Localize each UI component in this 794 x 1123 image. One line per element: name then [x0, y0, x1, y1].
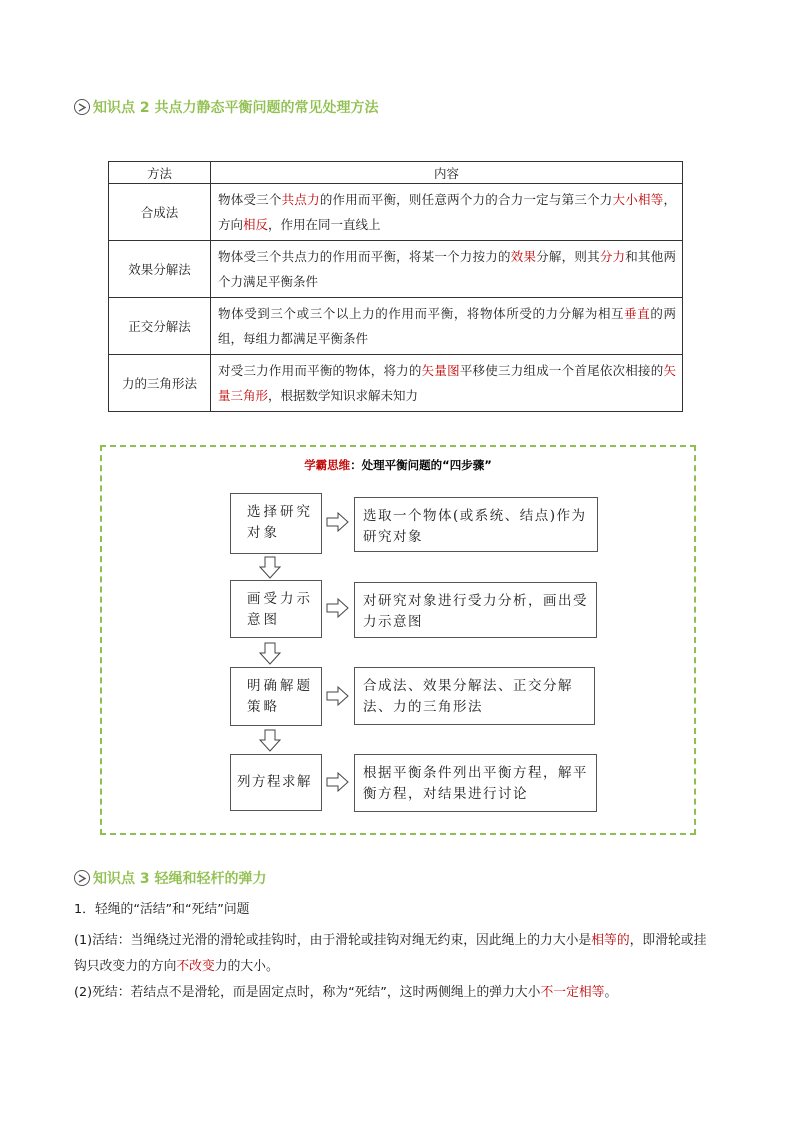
- arrow-down-icon: [258, 729, 282, 753]
- text-segment: ，方向: [218, 192, 676, 232]
- highlighted-text: 分力: [599, 249, 626, 264]
- highlighted-text: 大小相等: [612, 192, 664, 207]
- step-2-desc: 对研究对象进行受力分析，画出受力示意图: [354, 582, 597, 638]
- highlighted-text: 矢量图: [421, 363, 460, 378]
- four-steps-title-highlight: 学霸思维: [304, 458, 351, 472]
- paragraph-heading: [74, 900, 714, 920]
- table-row: [109, 355, 683, 412]
- highlighted-text: 效果: [510, 249, 537, 264]
- text-segment: 对受三力作用而平衡的物体，将力的: [218, 363, 422, 378]
- method-content: [211, 241, 683, 298]
- method-name: 效果分解法: [109, 241, 211, 298]
- header-method: 方法: [109, 162, 211, 184]
- text-segment: 物体受三个共点力的作用而平衡，将某一个力按力的: [218, 249, 511, 264]
- text-segment: ，作用在同一直线上: [268, 217, 381, 232]
- text-segment: 物体受三个: [218, 192, 282, 207]
- method-name: 力的三角形法: [109, 355, 211, 412]
- paragraph-dead-knot: [74, 983, 714, 1003]
- method-content: [211, 298, 683, 355]
- text-segment: 分解，则其: [536, 249, 600, 264]
- text-segment: 力的大小。: [214, 959, 279, 974]
- text-segment: 平移使三力组成一个首尾依次相接的: [459, 363, 664, 378]
- arrow-right-icon: [326, 686, 350, 706]
- text-segment: (2)死结：若结点不是滑轮，而是固定点时，称为“死结”，这时两侧绳上的弹力大小: [74, 985, 541, 1000]
- arrow-down-icon: [258, 556, 282, 580]
- table-row: [109, 298, 683, 355]
- arrow-right-icon: [326, 598, 350, 618]
- highlighted-text: 相反: [243, 217, 269, 232]
- method-name: 正交分解法: [109, 298, 211, 355]
- table-row: [109, 184, 683, 241]
- section-3-title-text: 知识点 3 轻绳和轻杆的弹力: [93, 871, 267, 887]
- method-content: [211, 355, 683, 412]
- text-segment: 和其他两个力满足平衡条件: [218, 249, 676, 289]
- text-segment: (1)活结：当绳绕过光滑的滑轮或挂钩时，由于滑轮或挂钩对绳无约束，因此绳上的力大小是: [74, 933, 592, 948]
- highlighted-text: 相等的: [591, 933, 630, 948]
- method-content: [211, 184, 683, 241]
- text-segment: 物体受到三个或三个以上力的作用而平衡，将物体所受的力分解为相互: [218, 306, 625, 321]
- highlighted-text: 垂直: [624, 306, 651, 321]
- step-3-desc: 合成法、效果分解法、正交分解法、力的三角形法: [354, 667, 595, 725]
- highlighted-text: 共点力: [281, 192, 320, 207]
- arrow-right-icon: [326, 512, 350, 532]
- table-header-row: [109, 162, 683, 184]
- paragraph-live-knot: [74, 928, 714, 980]
- text-segment: ，根据数学知识求解未知力: [268, 388, 419, 403]
- step-4-label: 列方程求解: [230, 754, 322, 811]
- arrow-down-icon: [258, 642, 282, 666]
- text-segment: 的两组，每组力都满足平衡条件: [218, 306, 676, 346]
- method-name: 合成法: [109, 184, 211, 241]
- methods-table: [108, 161, 683, 412]
- table-row: [109, 241, 683, 298]
- step-2-label: 画受力示意图: [230, 580, 322, 638]
- header-content: 内容: [211, 162, 683, 184]
- text-segment: ，即滑轮或挂钩只改变力的方向: [74, 933, 707, 974]
- step-3-label: 明确解题策略: [230, 667, 322, 726]
- text-segment: 的作用而平衡，则任意两个力的合力一定与第三个力: [319, 192, 613, 207]
- section-3-title: [74, 868, 267, 888]
- play-arrow-icon: [74, 870, 90, 886]
- highlighted-text: 不一定相等: [540, 985, 605, 1000]
- four-steps-title: [102, 457, 694, 473]
- text-segment: 。: [604, 985, 618, 1000]
- step-1-label: 选择研究对象: [230, 493, 322, 554]
- highlighted-text: 不改变: [176, 959, 215, 974]
- highlighted-text: 矢量三角形: [218, 363, 676, 403]
- arrow-right-icon: [326, 772, 350, 792]
- step-1-desc: 选取一个物体(或系统、结点)作为研究对象: [354, 497, 598, 552]
- section-2-title-text: 知识点 2 共点力静态平衡问题的常见处理方法: [93, 100, 379, 116]
- text-segment: 1．轻绳的“活结”和“死结”问题: [74, 902, 250, 917]
- play-arrow-icon: [74, 99, 90, 115]
- section-2-title: [74, 97, 379, 117]
- step-4-desc: 根据平衡条件列出平衡方程，解平衡方程，对结果进行讨论: [354, 754, 597, 812]
- four-steps-title-rest: ：处理平衡问题的“四步骤”: [350, 458, 492, 472]
